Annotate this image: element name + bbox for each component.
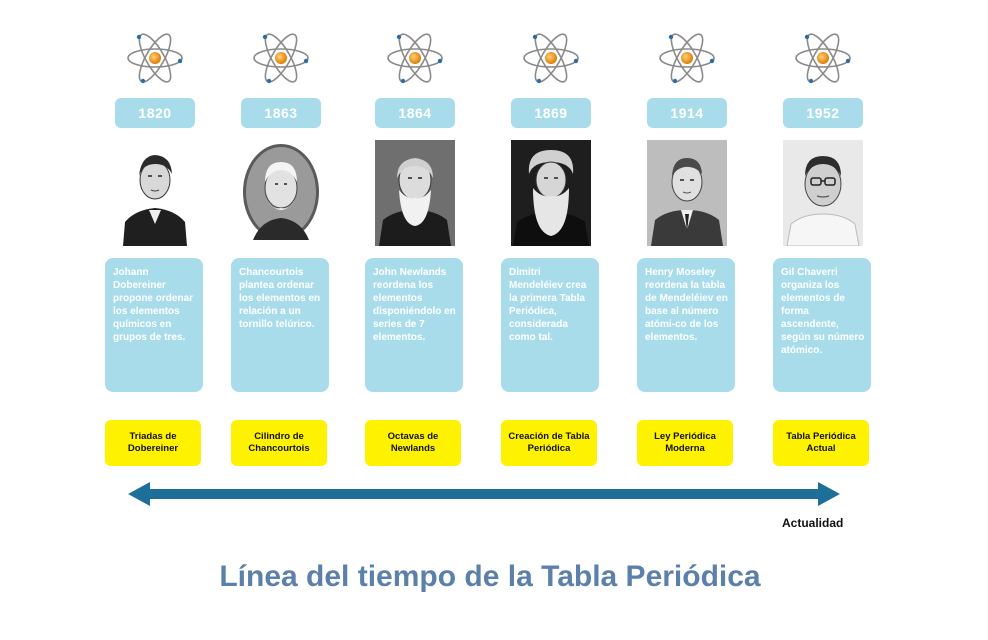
timeline-arrow [128, 480, 840, 508]
atom-icon [385, 28, 445, 88]
event-label: Cilindro de Chancourtois [231, 420, 327, 466]
atom-icon [657, 28, 717, 88]
event-label: Octavas de Newlands [365, 420, 461, 466]
year-badge: 1869 [511, 98, 591, 128]
timeline-event-1863 [226, 0, 336, 480]
event-description: Chancourtois plantea ordenar los elementos en relación a un tornillo telúrico. [231, 258, 329, 392]
year-badge: 1952 [783, 98, 863, 128]
event-label: Ley Periódica Moderna [637, 420, 733, 466]
portrait-image [241, 140, 321, 246]
portrait-image [783, 140, 863, 246]
timeline-event-1914 [632, 0, 742, 480]
event-description: Dimitri Mendeléiev crea la primera Tabla Periódica, considerada como tal. [501, 258, 599, 392]
event-description: Johann Dobereiner propone ordenar los elementos químicos en grupos de tres. [105, 258, 203, 392]
portrait-image [647, 140, 727, 246]
timeline-event-1952 [768, 0, 878, 480]
event-description: Henry Moseley reordena la tabla de Mendeléiev en base al número atómi-co de los elementos. [637, 258, 735, 392]
event-label: Tabla Periódica Actual [773, 420, 869, 466]
year-badge: 1914 [647, 98, 727, 128]
event-description: Gil Chaverri organiza los elementos de forma ascendente, según su número atómico. [773, 258, 871, 392]
year-badge: 1820 [115, 98, 195, 128]
timeline-event-1864 [360, 0, 470, 480]
atom-icon [793, 28, 853, 88]
timeline-end-label: Actualidad [782, 516, 844, 530]
page-title: Línea del tiempo de la Tabla Periódica [219, 560, 761, 593]
event-label: Triadas de Dobereiner [105, 420, 201, 466]
event-label: Creación de Tabla Periódica [501, 420, 597, 466]
atom-icon [521, 28, 581, 88]
timeline-event-1869 [496, 0, 606, 480]
atom-icon [125, 28, 185, 88]
portrait-image [375, 140, 455, 246]
timeline-event-1820 [100, 0, 210, 480]
portrait-image [115, 140, 195, 246]
year-badge: 1864 [375, 98, 455, 128]
year-badge: 1863 [241, 98, 321, 128]
portrait-image [511, 140, 591, 246]
event-description: John Newlands reordena los elementos disponiéndolo en series de 7 elementos. [365, 258, 463, 392]
atom-icon [251, 28, 311, 88]
